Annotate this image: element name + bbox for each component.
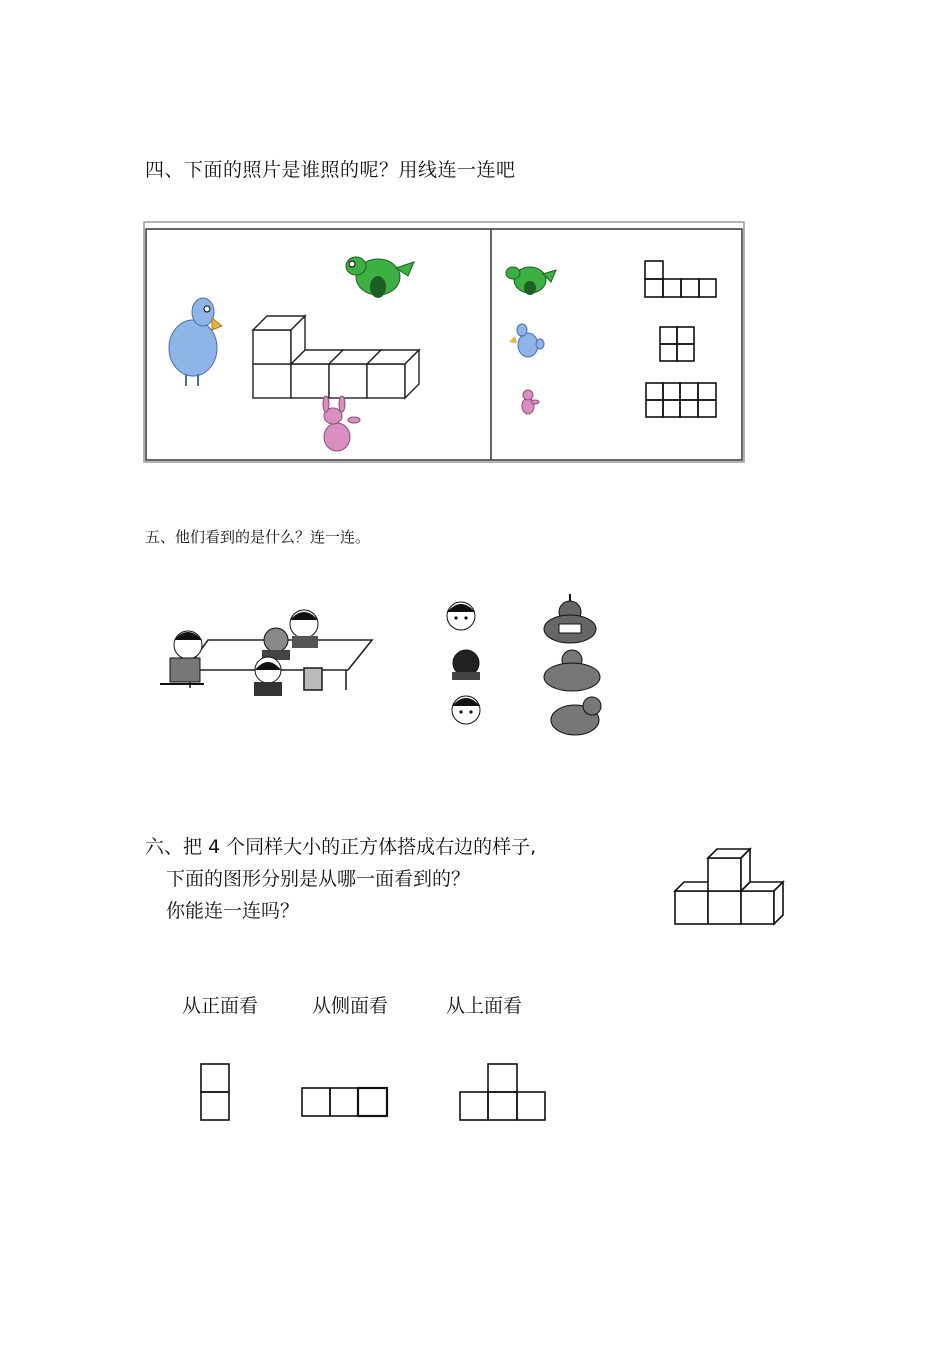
q6-line3: 你能连一连吗？ bbox=[166, 900, 300, 922]
q6-line2: 下面的图形分别是从哪一面看到的？ bbox=[166, 868, 471, 890]
view-label-front: 从正面看 bbox=[182, 995, 259, 1017]
shape-three-row bbox=[302, 1088, 387, 1116]
view-label-side: 从侧面看 bbox=[312, 995, 389, 1017]
view-label-top: 从上面看 bbox=[446, 995, 523, 1017]
shape-t-shape bbox=[460, 1064, 545, 1120]
q4-title: 四、下面的照片是谁照的呢？用线连一连吧 bbox=[145, 159, 516, 181]
q5-title: 五、他们看到的是什么？连一连。 bbox=[145, 528, 371, 546]
shape-two-stacked bbox=[201, 1064, 229, 1120]
q6-line1: 六、把 4 个同样大小的正方体搭成右边的样子, bbox=[145, 836, 537, 858]
